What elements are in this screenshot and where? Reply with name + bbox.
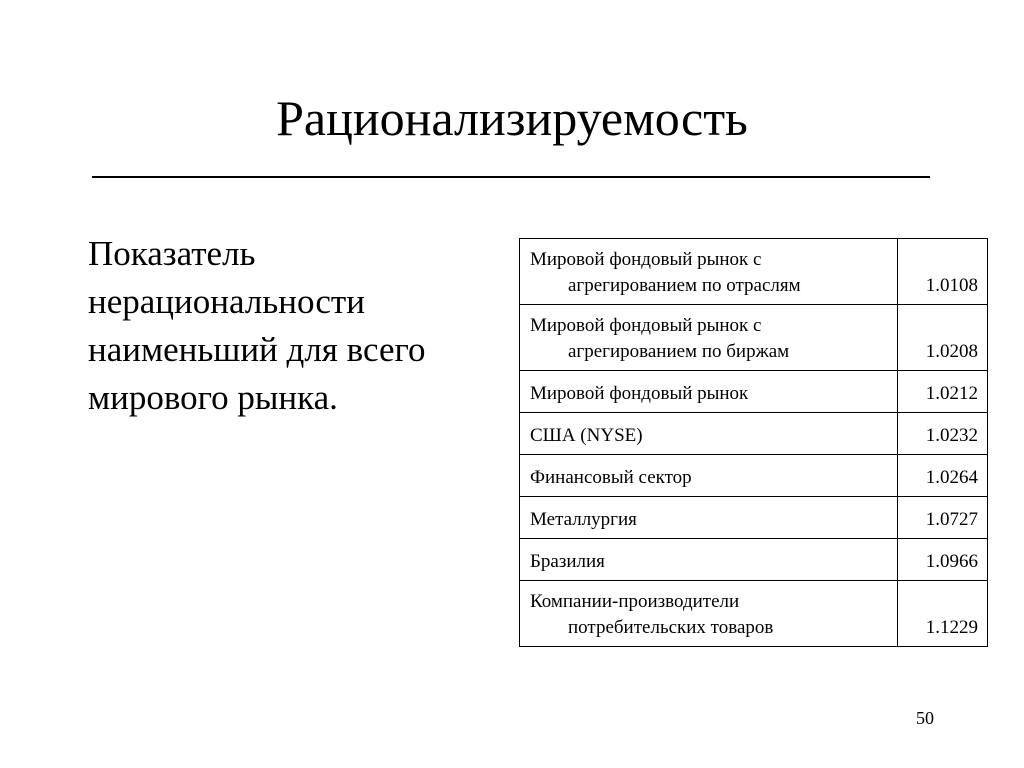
- label-line: Металлургия: [530, 509, 637, 530]
- table-cell-label: [520, 371, 898, 413]
- body-line: наименьший для всего: [88, 330, 426, 369]
- table-row: [520, 455, 988, 497]
- table-cell-value: 1.0727: [898, 497, 988, 539]
- title-underline: [92, 176, 930, 178]
- table-cell-value: 1.0232: [898, 413, 988, 455]
- body-line: нерациональности: [88, 282, 365, 321]
- table-row: [520, 305, 988, 371]
- page-number: 50: [916, 708, 934, 728]
- table-cell-label: [520, 581, 898, 647]
- label-line: агрегированием по отраслям: [568, 275, 801, 296]
- table-row: [520, 371, 988, 413]
- label-line: потребительских товаров: [568, 617, 774, 638]
- irrationality-table: [519, 238, 988, 647]
- body-line: мирового рынка.: [88, 378, 338, 417]
- table-row: [520, 539, 988, 581]
- table-row: [520, 581, 988, 647]
- table-row: [520, 413, 988, 455]
- label-line: Мировой фондовый рынок с: [530, 315, 762, 336]
- table-cell-value: 1.0208: [898, 305, 988, 371]
- body-text: [88, 230, 498, 422]
- table-cell-label: [520, 497, 898, 539]
- table-cell-label: [520, 455, 898, 497]
- table-cell-label: [520, 539, 898, 581]
- label-line: Мировой фондовый рынок с: [530, 249, 762, 270]
- slide-title: Рационализируемость: [276, 90, 748, 146]
- table-cell-label: [520, 239, 898, 305]
- table-cell-value: 1.0966: [898, 539, 988, 581]
- table-row: [520, 497, 988, 539]
- label-line: агрегированием по биржам: [568, 341, 790, 362]
- table-cell-label: [520, 413, 898, 455]
- table-cell-value: 1.0212: [898, 371, 988, 413]
- table-cell-value: 1.0108: [898, 239, 988, 305]
- label-line: США (NYSE): [530, 425, 643, 446]
- label-line: Финансовый сектор: [530, 467, 692, 488]
- table-row: [520, 239, 988, 305]
- label-line: Бразилия: [530, 551, 605, 572]
- table-cell-value: 1.0264: [898, 455, 988, 497]
- table-cell-label: [520, 305, 898, 371]
- body-line: Показатель: [88, 234, 256, 273]
- label-line: Компании-производители: [530, 591, 740, 612]
- label-line: Мировой фондовый рынок: [530, 383, 749, 404]
- table-cell-value: 1.1229: [898, 581, 988, 647]
